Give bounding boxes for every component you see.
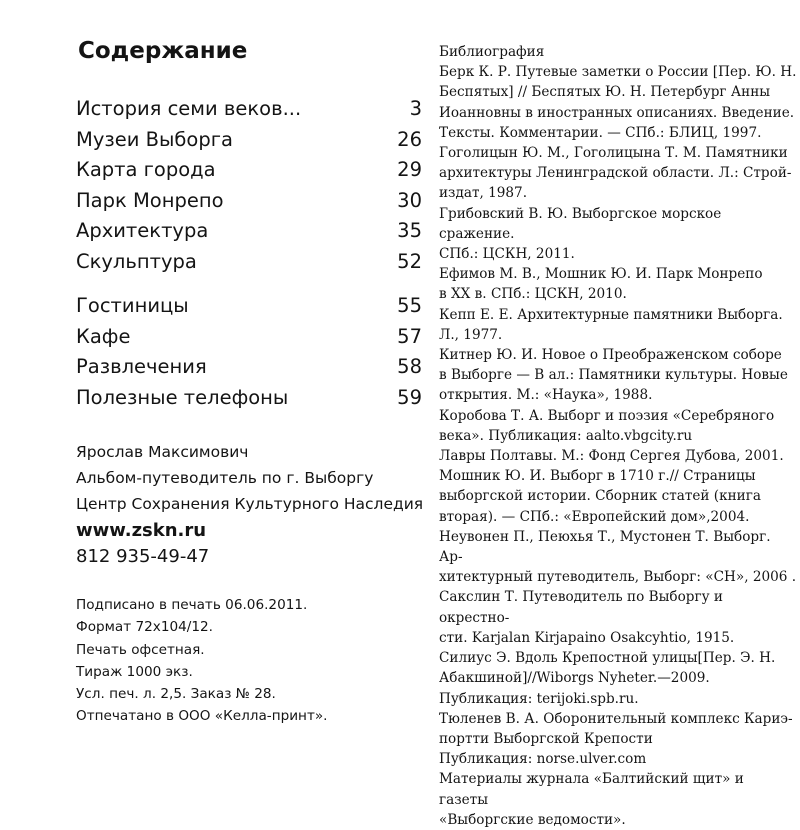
credits-block [76,439,426,570]
toc-row [76,94,422,125]
toc-row [76,322,422,353]
bibliography-entry [439,305,797,345]
toc-row [76,125,422,156]
toc-label: История семи веков... [76,97,302,120]
toc-label: Карта города [76,158,216,181]
imprint-line: Тираж 1000 экз. [76,663,193,680]
toc-label: Музеи Выборга [76,127,233,151]
toc-page-number: 55 [397,294,422,317]
toc-row [76,155,422,186]
toc-row [76,352,422,383]
toc-group-main [76,94,426,277]
imprint-line: Печать офсетная. [76,641,205,658]
bibliography-line: вторая). — СПб.: «Европейский дом»,2004. [439,508,750,525]
bibliography-entry [439,709,797,770]
book-subtitle: Альбом-путеводитель по г. Выборгу [76,469,374,487]
bibliography-line: Гоголицын Ю. М., Гоголицына Т. М. Памятники [439,145,788,162]
bibliography-entry [439,769,797,830]
bibliography-line: в Выборге — В ал.: Памятники культуры. Новые [439,367,788,384]
toc-row [76,247,422,278]
toc-label: Парк Монрепо [76,188,224,212]
toc-page-number: 26 [397,127,422,151]
bibliography-line: в XX в. СПб.: ЦСКН, 2010. [439,286,627,303]
toc-row [76,383,422,414]
bibliography-entry [439,527,797,588]
bibliography-entry [439,143,797,204]
imprint-line: Отпечатано в ООО «Келла-принт». [76,708,328,725]
bibliography-line: выборгской истории. Сборник статей (книга [439,488,761,505]
toc-row [76,186,422,217]
bibliography-line: Тексты. Комментарии. — СПб.: БЛИЦ, 1997. [439,124,762,141]
author-name: Ярослав Максимович [76,443,249,461]
bibliography-line: Тюленев В. А. Оборонительный комплекс Кариэ- [439,710,793,727]
bibliography-line: издат, 1987. [439,185,528,202]
bibliography-line: Силиус Э. Вдоль Крепостной улицы[Пер. Э. Н. [439,650,776,667]
bibliography-line: Берк К. Р. Путевые заметки о России [Пер. Ю. Н. [439,64,797,81]
toc-page-number: 30 [397,188,422,212]
left-column [76,38,426,728]
bibliography-line: Абакшиной]//Wiborgs Nyheter.—2009. [439,670,710,687]
toc-page-number: 29 [397,158,422,181]
bibliography-title: Библиография [439,44,545,60]
bibliography-line: архитектуры Ленинградской области. Л.: Строй- [439,165,792,182]
bibliography-entry [439,345,797,406]
imprint-line: Подписано в печать 06.06.2011. [76,597,308,613]
bibliography-line: Публикация: norse.ulver.com [439,751,647,768]
imprint-line: Усл. печ. л. 2,5. Заказ № 28. [76,686,276,703]
toc-row [76,216,422,247]
bibliography-line: Ефимов М. В., Мошник Ю. И. Парк Монрепо [439,266,763,283]
bibliography-entry [439,466,797,527]
bibliography-entry [439,406,797,446]
phone-number: 812 935-49-47 [76,546,210,567]
bibliography-line: хитектурный путеводитель, Выборг: «СН», 2006 . [439,569,797,586]
toc-page-number: 57 [397,324,422,348]
bibliography-line: Коробова Т. А. Выборг и поэзия «Серебряного [439,407,775,424]
bibliography-line: Сакслин Т. Путеводитель по Выборгу и окрестно- [439,589,723,626]
toc-title: Содержание [78,38,248,64]
toc-label: Развлечения [76,355,207,378]
bibliography-line: Л., 1977. [439,326,503,343]
bibliography-line: Кепп Е. Е. Архитектурные памятники Выборга. [439,306,783,323]
bibliography-list [439,62,797,830]
toc-label: Скульптура [76,249,197,273]
bibliography-line: СПб.: ЦСКН, 2011. [439,246,575,263]
toc-group-services [76,291,426,413]
bibliography-line: Беспятых] // Беспятых Ю. Н. Петербург Анны [439,84,771,101]
toc-page-number: 3 [409,97,422,120]
bibliography-line: Публикация: terijoki.spb.ru. [439,690,639,707]
bibliography-line: Грибовский В. Ю. Выборгское морское сражение. [439,205,722,242]
bibliography-line: Неувонен П., Пеюхья Т., Мустонен Т. Выборг. Ар- [439,528,771,566]
toc-label: Кафе [76,324,131,348]
bibliography-line: Лавры Полтавы. М.: Фонд Сергея Дубова, 2001. [439,448,784,465]
toc-row [76,291,422,322]
imprint-block [76,594,426,728]
bibliography-line: Материалы журнала «Балтийский щит» и газеты [439,771,744,808]
bibliography-entry [439,264,797,304]
bibliography-line: Китнер Ю. И. Новое о Преображенском соборе [439,347,782,364]
bibliography-line: сти. Karjalan Kirjapaino Osakcyhtio, 1915. [439,629,735,646]
bibliography-line: портти Выборгской Крепости [439,730,653,747]
toc-page-number: 35 [397,219,422,242]
website-link[interactable]: www.zskn.ru [76,520,207,541]
bibliography-line: открытия. М.: «Наука», 1988. [439,387,653,404]
imprint-line: Формат 72х104/12. [76,619,213,636]
toc-label: Полезные телефоны [76,385,289,409]
toc-page-number: 58 [397,355,422,378]
toc-page-number: 52 [397,249,422,273]
bibliography-entry [439,62,797,143]
bibliography-entry [439,446,797,466]
bibliography-line: Иоанновны в иностранных описаниях. Введение. [439,104,795,121]
bibliography-entry [439,587,797,648]
toc-label: Архитектура [76,219,209,242]
bibliography-line: «Выборгские ведомости». [439,811,626,828]
bibliography-column [439,42,797,830]
publisher-name: Центр Сохранения Культурного Наследия [76,495,424,513]
toc-page-number: 59 [397,385,422,409]
bibliography-line: Мошник Ю. И. Выборг в 1710 г.// Страницы [439,468,756,485]
bibliography-entry [439,648,797,709]
toc-label: Гостиницы [76,294,189,317]
bibliography-line: века». Публикация: aalto.vbgcity.ru [439,427,693,444]
bibliography-entry [439,204,797,265]
